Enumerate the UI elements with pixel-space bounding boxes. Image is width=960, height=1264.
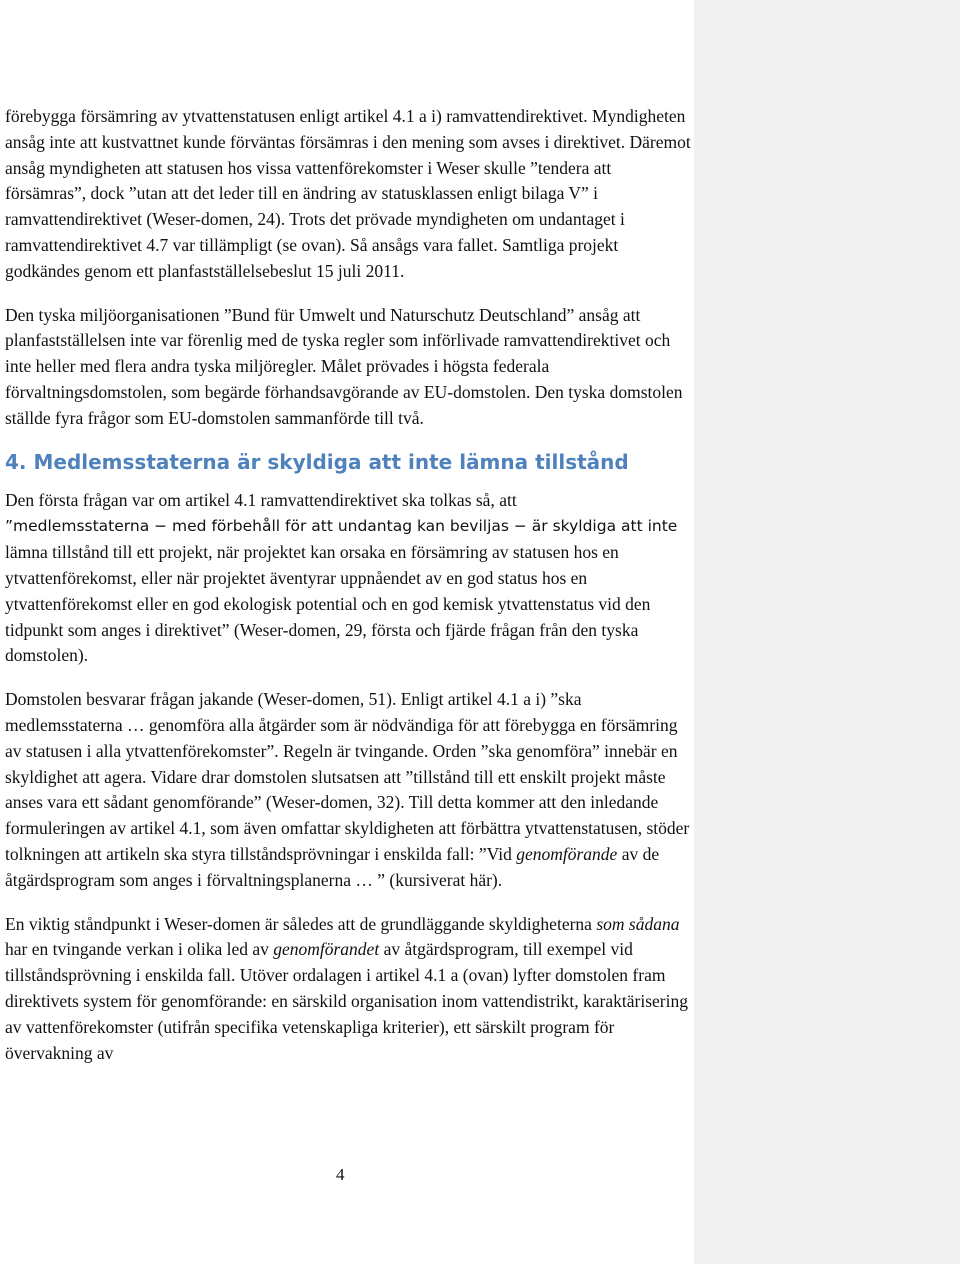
paragraph-5-text-c: av åtgärdsprogram, till exempel vid tillståndsprövning i enskilda fall. Utöver ordalagen i artikel 4.1 a (ovan) lyfter domstolen fram direktivets system för genomförande: en särskild organisation inom vattendistrikt, karaktärisering av vattenförekomster (utifrån specifika vetenskapliga kriterier), ett särskilt program för övervakning av [5,939,688,1063]
paragraph-5-italic-a: som sådana [596,913,680,934]
paragraph-5-text-a: En viktig ståndpunkt i Weser-domen är således att de grundläggande skyldigheterna [5,913,597,934]
paragraph-4-text-b: av de åtgärdsprogram som anges i förvaltningsplanerna … ” (kursiverat här). [5,843,660,890]
page-number: 4 [336,1165,345,1184]
paragraph-1: förebygga försämring av ytvattenstatusen enligt artikel 4.1 a i) ramvattendirektivet. Myndigheten ansåg inte att kustvattnet kunde förväntas försämras i den mening som avses i direktivet. Däremot ansåg myndigheten att statusen hos vissa vattenförekomster i Weser skulle ”tendera att försämras”, dock ”utan att det leder till en ändring av statusklassen enligt bilaga V” i ramvattendirektivet (Weser-domen, 24). Trots det prövade myndigheten om undantaget i ramvattendirektivet 4.7 var tillämpligt (se ovan). Så ansågs vara fallet. Samtliga projekt godkändes genom ett planfastställelsebeslut 15 juli 2011. [5,106,691,281]
paragraph-3-rest: lämna tillstånd till ett projekt, när projektet kan orsaka en försämring av statusen hos en ytvattenförekomst, eller när projektet äventyrar uppnåendet av en god status hos en ytvattenförekomst eller en god ekologisk potential och en god kemisk ytvattenstatus vid den tidpunkt som anges i direktivet” (Weser-domen, 29, första och fjärde frågan från den tyska domstolen). [5,542,651,666]
paragraph-4-italic: genomförande [516,843,618,864]
paragraph-4 [5,687,693,893]
paragraph-2: Den tyska miljöorganisationen ”Bund für Umwelt und Naturschutz Deutschland” ansåg att planfastställelsen inte var förenlig med de tyska regler som införlivade ramvattendirektivet och inte heller med flera andra tyska miljöregler. Målet prövades i högsta federala förvaltningsdomstolen, som begärde förhandsavgörande av EU-domstolen. Den tyska domstolen ställde fyra frågor som EU-domstolen sammanförde till två. [5,304,683,428]
section-heading: 4. Medlemsstaterna är skyldiga att inte lämna tillstånd [5,449,629,474]
paragraph-5-text-b: har en tvingande verkan i olika led av [5,939,274,960]
paragraph-5-italic-b: genomförandet [273,939,380,960]
paragraph-5 [5,912,693,1067]
paragraph-3-line-1: Den första frågan var om artikel 4.1 ramvattendirektivet ska tolkas så, att [5,489,517,510]
paragraph-4-text-a: Domstolen besvarar frågan jakande (Weser-domen, 51). Enligt artikel 4.1 a i) ”ska medlemsstaterna … genomföra alla åtgärder som är nödvändiga för att förebygga en försämring av statusen i alla ytvattenförekomster”. Regeln är tvingande. Orden ”ska genomföra” innebär en skyldighet att agera. Vidare drar domstolen slutsatsen att ”tillstånd till ett enskilt projekt måste anses vara ett sådant genomförande” (Weser-domen, 32). Till detta kommer att den inledande formuleringen av artikel 4.1, som även omfattar skyldigheten att förbättra ytvattenstatusen, stöder tolkningen att artikeln ska styra tillståndsprövningar i enskilda fall: ”Vid [5,689,690,864]
comment-margin-pane [694,0,960,1264]
paragraph-3-quote-line: ”medlemsstaterna − med förbehåll för att undantag kan beviljas − är skyldiga att inte [5,517,678,536]
document-body [5,104,693,1066]
paragraph-3 [5,488,693,670]
